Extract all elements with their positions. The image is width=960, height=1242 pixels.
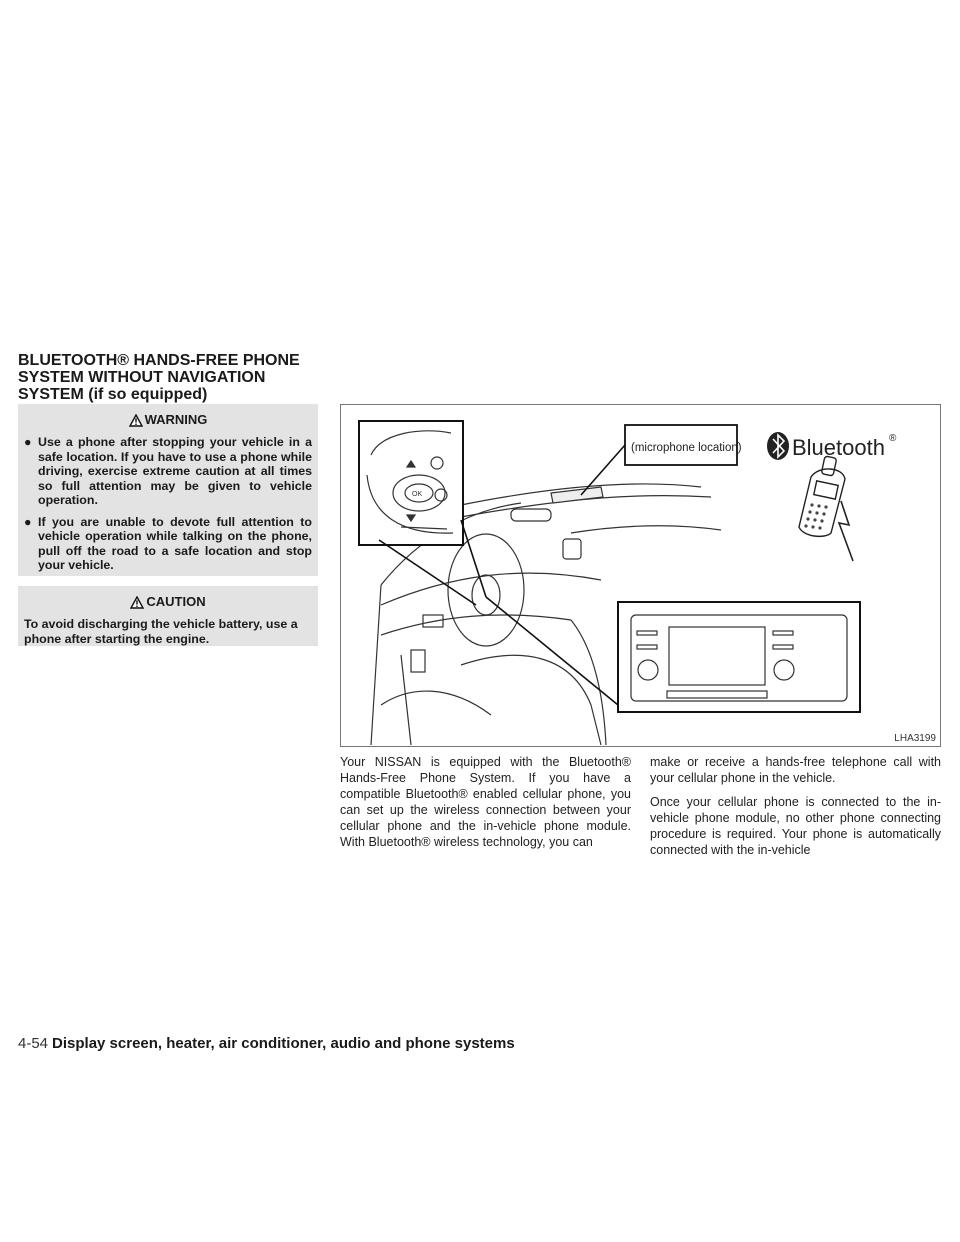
wireless-signal-icon: [839, 501, 853, 561]
section-title-line-2: SYSTEM WITHOUT NAVIGATION: [18, 369, 266, 386]
warning-item: [24, 435, 312, 508]
bullet-icon: ●: [24, 514, 32, 529]
warning-heading-text: WARNING: [144, 412, 208, 427]
microphone-location-callout: (microphone location): [631, 442, 742, 454]
warning-triangle-icon: [129, 414, 143, 427]
warning-item-text: Use a phone after stopping your vehicle in a safe location. If you have to use a phone while driving, exercise extreme caution at all times so full attention may be given to vehicle operation.: [38, 435, 312, 507]
figure-code: LHA3199: [894, 733, 936, 744]
warning-list: [24, 435, 312, 573]
caution-box: [18, 586, 318, 646]
chapter-title: Display screen, heater, air conditioner, audio and phone systems: [52, 1035, 515, 1052]
warning-item-text: If you are unable to devote full attention to vehicle operation while talking on the phone, pull off the road to a safe location and stop your vehicle.: [38, 514, 312, 572]
warning-item: [24, 515, 312, 573]
warning-heading: [24, 412, 312, 427]
bluetooth-wordmark: Bluetooth: [792, 435, 885, 460]
body-column-left: [340, 754, 631, 858]
warning-triangle-icon: [130, 596, 144, 609]
page-number: 4-54: [18, 1035, 49, 1052]
body-paragraph: Your NISSAN is equipped with the Bluetooth® Hands-Free Phone System. If you have a compatible Bluetooth® enabled cellular phone, you can set up the wireless connection between your cellular phone and the in-vehicle phone module. With Bluetooth® wireless technology, you can: [340, 755, 631, 849]
caution-heading-text: CAUTION: [146, 594, 206, 609]
ok-button-label: OK: [412, 491, 423, 498]
bullet-icon: ●: [24, 435, 32, 449]
caution-text: To avoid discharging the vehicle battery, use a phone after starting the engine.: [24, 617, 298, 646]
bluetooth-illustration: [340, 404, 941, 747]
bluetooth-icon: [767, 432, 789, 460]
page-footer: [18, 1035, 515, 1052]
section-title-line-1: BLUETOOTH® HANDS-FREE PHONE: [18, 352, 300, 369]
body-paragraph: Once your cellular phone is connected to the in-vehicle phone module, no other phone connecting procedure is required. Your phone is automatically connected with the in-vehicle: [650, 795, 941, 857]
section-title: [18, 352, 358, 403]
cellphone-icon: [799, 456, 845, 536]
caution-heading: [24, 594, 312, 609]
vehicle-interior-drawing: [341, 405, 940, 746]
body-column-right: [650, 754, 941, 866]
section-title-line-3: SYSTEM (if so equipped): [18, 386, 208, 403]
warning-box: [18, 404, 318, 576]
body-paragraph: make or receive a hands-free telephone call with your cellular phone in the vehicle.: [650, 755, 941, 785]
bluetooth-registered-mark: ®: [889, 433, 897, 444]
